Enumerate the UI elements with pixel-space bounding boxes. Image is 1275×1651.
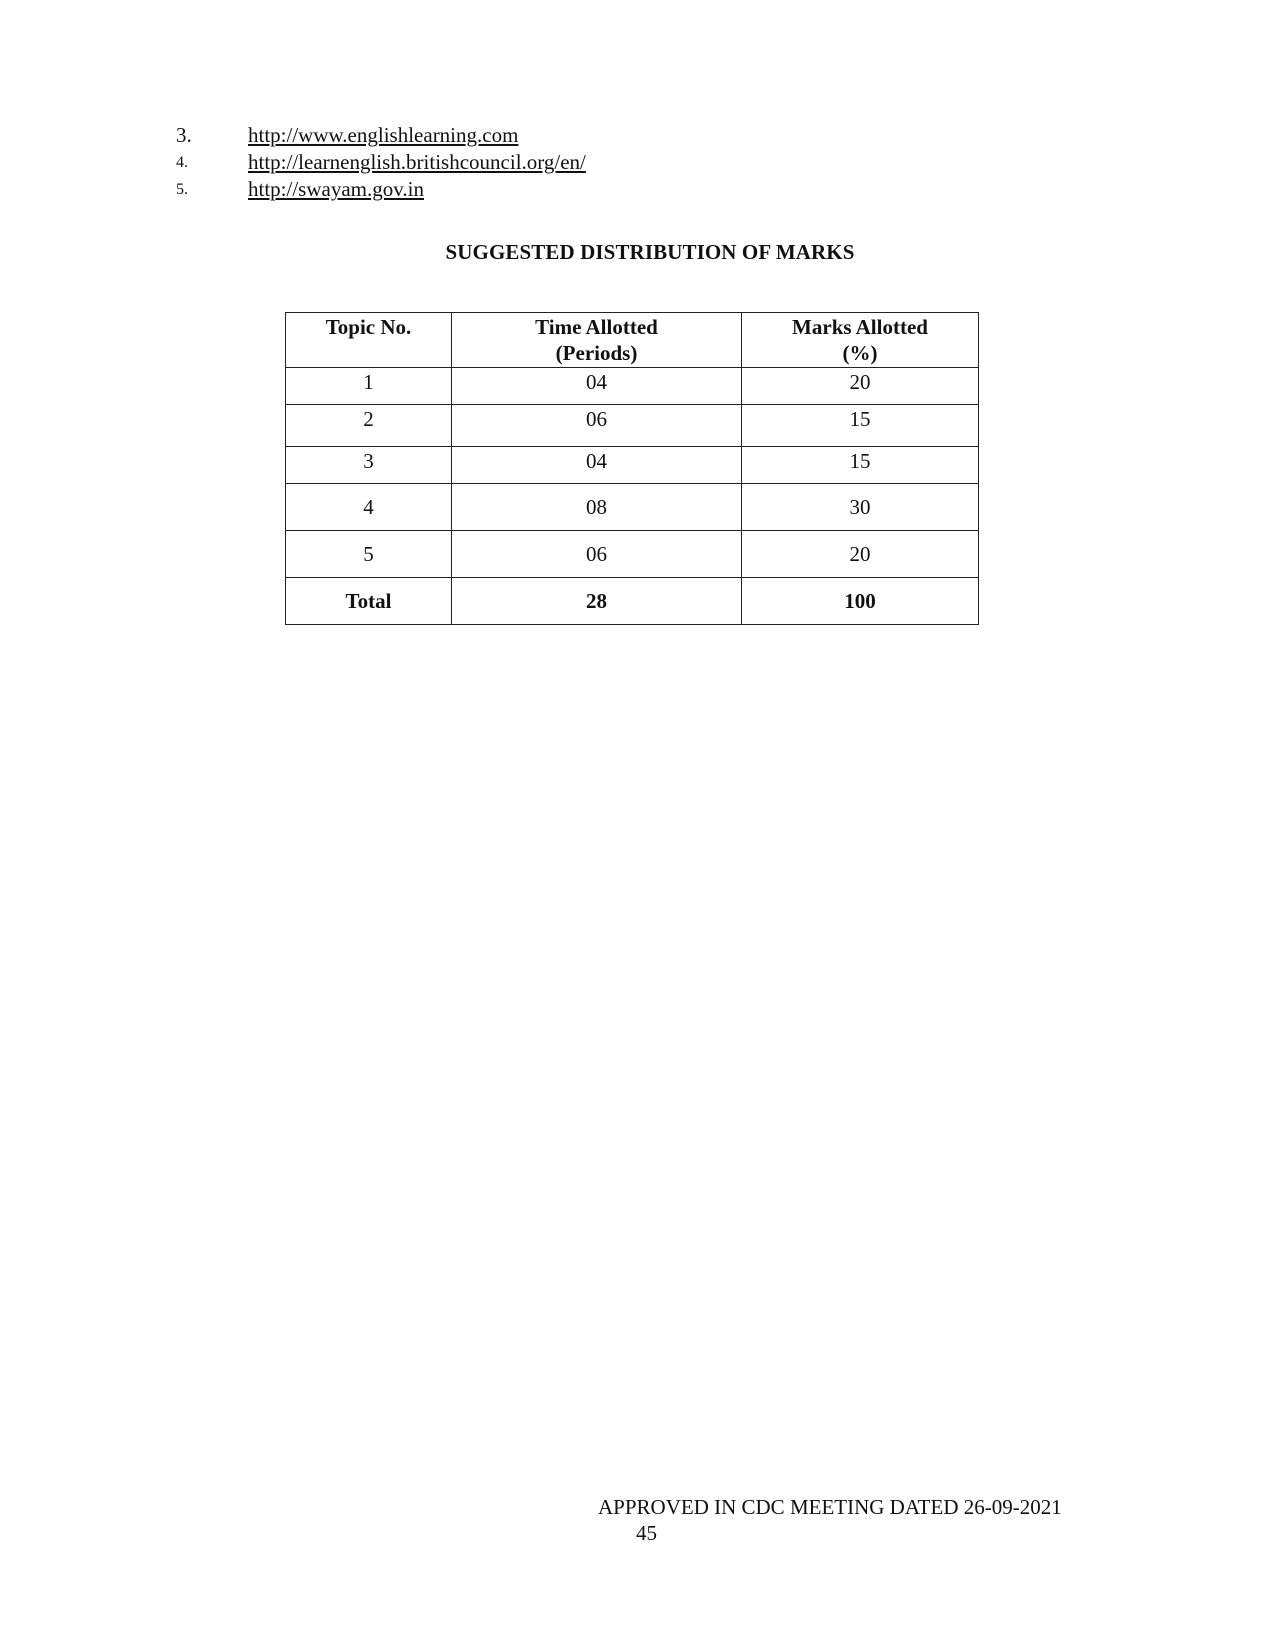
reference-list — [176, 122, 876, 203]
cell-time: 08 — [452, 484, 742, 531]
cell-time: 06 — [452, 531, 742, 578]
cell-topic: 4 — [286, 484, 452, 531]
table-row — [286, 447, 979, 484]
cell-total-marks: 100 — [742, 578, 979, 625]
table-row — [286, 531, 979, 578]
reference-number: 3. — [176, 123, 192, 147]
cell-total-time: 28 — [452, 578, 742, 625]
cell-marks: 20 — [742, 531, 979, 578]
reference-item — [176, 122, 876, 149]
cell-marks: 15 — [742, 405, 979, 447]
reference-number: 5. — [176, 181, 188, 198]
cell-time: 04 — [452, 447, 742, 484]
reference-link-britishcouncil[interactable]: http://learnenglish.britishcouncil.org/en/ — [248, 150, 586, 174]
section-title: SUGGESTED DISTRIBUTION OF MARKS — [445, 240, 855, 264]
reference-item — [176, 149, 876, 176]
page-number: 45 — [636, 1521, 657, 1545]
cell-time: 06 — [452, 405, 742, 447]
cell-topic: 5 — [286, 531, 452, 578]
cell-total-label: Total — [286, 578, 452, 625]
cell-marks: 30 — [742, 484, 979, 531]
cell-topic: 1 — [286, 368, 452, 405]
cell-marks: 20 — [742, 368, 979, 405]
approval-note: APPROVED IN CDC MEETING DATED 26-09-2021 — [598, 1495, 1062, 1519]
table-row — [286, 484, 979, 531]
table-row — [286, 405, 979, 447]
table-header-row — [286, 313, 979, 368]
reference-number: 4. — [176, 154, 188, 171]
reference-link-englishlearning[interactable]: http://www.englishlearning.com — [248, 123, 519, 147]
cell-topic: 2 — [286, 405, 452, 447]
cell-topic: 3 — [286, 447, 452, 484]
cell-time: 04 — [452, 368, 742, 405]
table-row — [286, 368, 979, 405]
cell-marks: 15 — [742, 447, 979, 484]
reference-item — [176, 176, 876, 203]
header-topic-no: Topic No. — [286, 313, 452, 368]
reference-link-swayam[interactable]: http://swayam.gov.in — [248, 177, 424, 201]
marks-distribution-table — [285, 312, 979, 625]
header-time-allotted: Time Allotted (Periods) — [452, 313, 742, 368]
table-total-row — [286, 578, 979, 625]
header-marks-allotted: Marks Allotted (%) — [742, 313, 979, 368]
